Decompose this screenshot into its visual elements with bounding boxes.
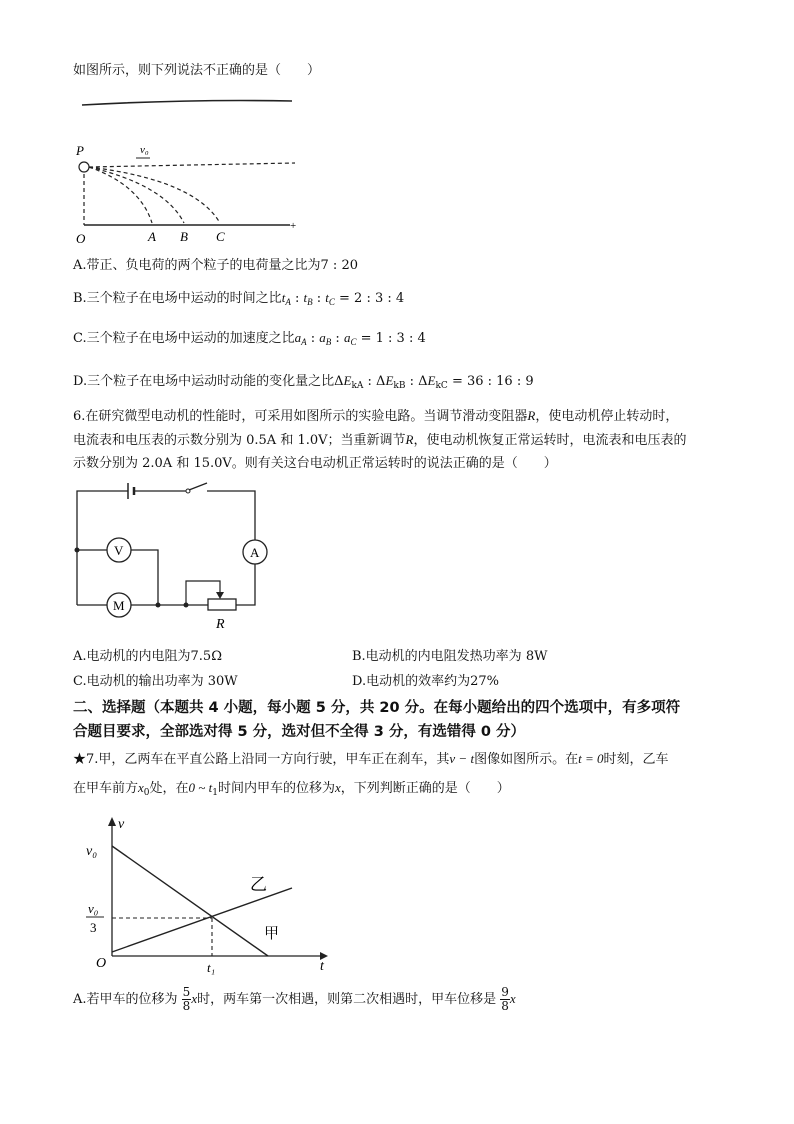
svg-text:A: A [250, 545, 260, 560]
svg-text:3: 3 [90, 920, 97, 935]
line-yi [112, 888, 292, 952]
label-plus: + [290, 220, 297, 232]
svg-text:R: R [216, 617, 225, 632]
q6-stem-line3: 示数分别为 2.0A 和 15.0V。则有关这台电动机正常运转时的说法正确的是（ ） [73, 456, 557, 471]
q6-option-c: C.电动机的输出功率为 30W [73, 674, 238, 689]
svg-text:v₀: v₀ [88, 901, 99, 916]
q5-option-a: A.带正、负电荷的两个粒子的电荷量之比为7 : 20 [73, 258, 358, 273]
q6-circuit-diagram [70, 478, 270, 638]
svg-text:V: V [114, 543, 124, 558]
q6-option-d: D.电动机的效率约为27% [352, 674, 499, 689]
section2-heading-line2: 合题目要求，全部选对得 5 分，选对但不全得 3 分，有选错得 0 分） [73, 724, 526, 740]
q6-option-b: B.电动机的内电阻发热功率为 8W [352, 649, 548, 664]
label-a: A [148, 229, 156, 244]
label-p: P [76, 143, 84, 158]
svg-text:v: v [118, 817, 125, 832]
rheostat [208, 599, 236, 610]
q7-vt-graph [80, 812, 340, 982]
label-v0: v₀ [140, 144, 149, 156]
q5-option-b: B.三个粒子在电场中运动的时间之比$t_A$ : $t_B$ : $t_C = 2$ : 3 : 4 [73, 290, 405, 307]
q5-field-figure [70, 95, 310, 255]
section2-heading-line1: 二、选择题（本题共 4 小题，每小题 5 分，共 20 分。在每小题给出的四个选项中，有多项符 [73, 700, 681, 716]
label-b: B [180, 229, 188, 244]
q7-stem-line2: 在甲车前方$x_0$处，在0 ~ $t_1$时间内甲车的位移为x，下列判断正确的是（ ） [73, 780, 510, 798]
svg-text:t₁: t₁ [207, 960, 216, 975]
q5-stem: 如图所示，则下列说法不正确的是（ ） [73, 63, 321, 78]
svg-text:M: M [113, 598, 125, 613]
q7-stem-line1: ★7.甲，乙两车在平直公路上沿同一方向行驶，甲车正在刹车，其v − t图像如图所示。在t = 0时刻，乙车 [73, 751, 669, 767]
q7-option-a: A.若甲车的位移为 $\frac{5}{8}$ x时，两车第一次相遇，则第二次相遇时，甲车位移是 $\frac{9}{8}$ x [73, 985, 516, 1013]
q5-option-d: D.三个粒子在电场中运动时动能的变化量之比$\Delta E_{kA}$ : $\Delta E_{kB}$ : $\Delta E_{kC} = 36$ : 16 : 9 [73, 373, 534, 391]
svg-text:v₀: v₀ [86, 844, 98, 859]
line-jia [112, 846, 268, 956]
q6-option-a: A.电动机的内电阻为7.5Ω [73, 649, 222, 664]
label-c: C [216, 229, 225, 244]
q6-stem-line2: 电流表和电压表的示数分别为 0.5A 和 1.0V；当重新调节R，使电动机恢复正常运转时，电流表和电压表的 [73, 432, 687, 448]
q6-stem-line1: 6.在研究微型电动机的性能时，可采用如图所示的实验电路。当调节滑动变阻器R，使电动机停止转动时， [73, 408, 679, 424]
svg-text:t: t [320, 959, 324, 974]
svg-text:O: O [96, 956, 107, 971]
svg-text:乙: 乙 [250, 875, 267, 894]
svg-text:甲: 甲 [264, 926, 280, 942]
label-o: O [76, 231, 86, 246]
q5-option-c: C.三个粒子在电场中运动的加速度之比$a_A$ : $a_B$ : $a_C = 1$ : 3 : 4 [73, 330, 426, 347]
